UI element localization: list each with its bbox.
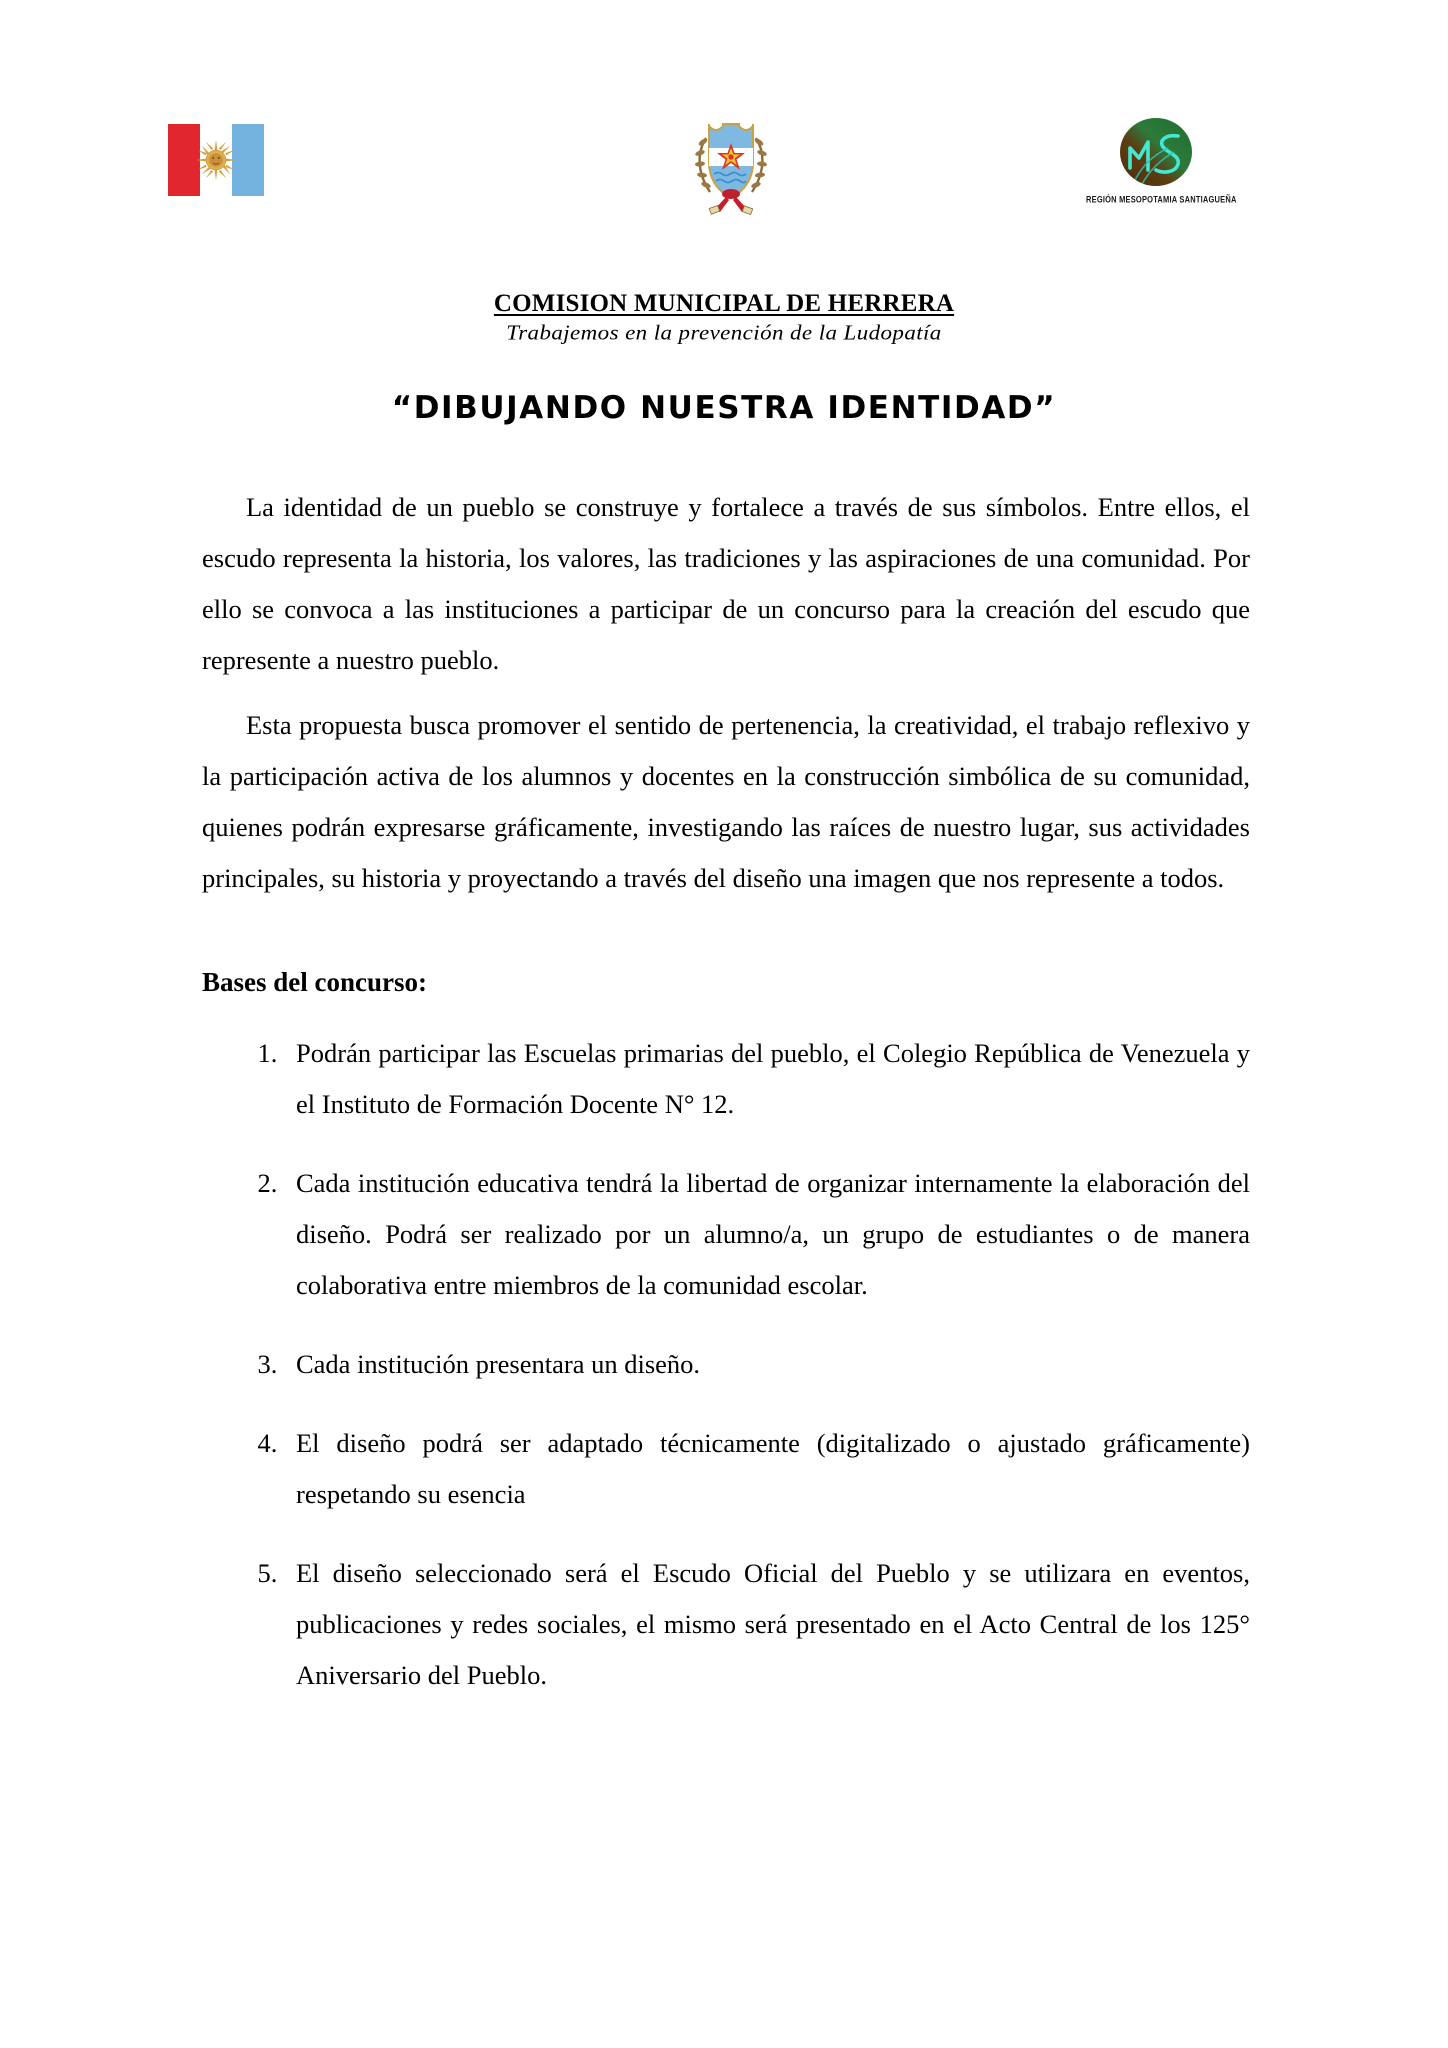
bases-list-item: 2. Cada institución educativa tendrá la libertad de organizar internamente la elaboración del diseño. Podrá ser realizado por un alumno/a, un grupo de estudiantes o de manera colaborativa entre miembros de la comunidad escolar. [284, 1158, 1250, 1311]
intro-paragraph-2: Esta propuesta busca promover el sentido de pertenencia, la creatividad, el trabajo reflexivo y la participación activa de los alumnos y docentes en la construcción simbólica de su comunidad, quienes podrán expresarse gráficamente, investigando las raíces de nuestro lugar, sus actividades principales, su historia y proyectando a través del diseño una imagen que nos represente a todos. [202, 710, 1250, 893]
document-body [202, 482, 1250, 1701]
bases-list-item: 3. Cada institución presentara un diseño. [284, 1339, 1250, 1390]
sun-of-may-icon [196, 140, 236, 180]
page-title: “DIBUJANDO NUESTRA IDENTIDAD” [391, 390, 1057, 426]
logo-band [0, 112, 1448, 222]
letterhead [0, 290, 1448, 346]
organization-slogan: Trabajemos en la prevención de la Ludopatía [506, 321, 942, 345]
flag-band-blue [232, 124, 264, 196]
bases-list-item: 5. El diseño seleccionado será el Escudo Oficial del Pueblo y se utilizara en eventos, publicaciones y redes sociales, el mismo será presentado en el Acto Central de los 125° Aniversario del Pueblo. [284, 1548, 1250, 1701]
bases-list-item: 1. Podrán participar las Escuelas primarias del pueblo, el Colegio República de Venezuela y el Instituto de Formación Docente N° 12. [284, 1028, 1250, 1130]
organization-name: COMISION MUNICIPAL DE HERRERA [493, 290, 955, 317]
intro-paragraph-1: La identidad de un pueblo se construye y fortalece a través de sus símbolos. Entre ellos, el escudo representa la historia, los valores, las tradiciones y las aspiraciones de una comunidad. Por ello se convoca a las instituciones a participar de un concurso para la creación del escudo que represente a nuestro pueblo. [202, 492, 1250, 675]
section-heading-bases: Bases del concurso: [202, 967, 427, 997]
argentine-flag [168, 124, 264, 196]
region-mesopotamia-santiaguena-logo [1086, 116, 1237, 222]
coat-of-arms-icon [676, 112, 786, 216]
region-logo-caption: REGIÓN MESOPOTAMIA SANTIAGUEÑA [1086, 193, 1237, 206]
santiago-del-estero-coat-of-arms [676, 112, 786, 216]
bases-list-item: 4. El diseño podrá ser adaptado técnicamente (digitalizado o ajustado gráficamente) respetando su esencia [284, 1418, 1250, 1520]
bases-list [202, 1028, 1250, 1701]
region-oval-icon [1108, 116, 1204, 188]
